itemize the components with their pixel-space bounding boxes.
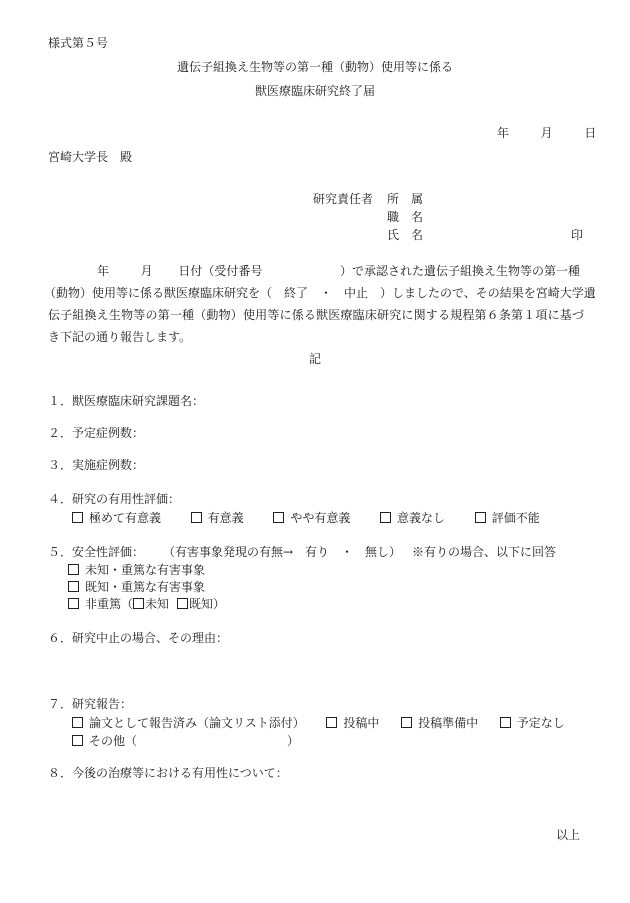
item-4-options bbox=[72, 511, 540, 525]
form-number: 様式第５号 bbox=[48, 36, 109, 50]
body-line-3: 伝子組換え生物等の第一種（動物）使用等に係る獣医療臨床研究に関する規程第６条第１項に基づ bbox=[48, 308, 584, 322]
affiliation-label: 所 属 bbox=[387, 192, 424, 206]
position-label: 職 名 bbox=[387, 210, 424, 224]
checkbox-icon[interactable] bbox=[68, 581, 79, 592]
checkbox-icon[interactable] bbox=[72, 735, 83, 746]
checkbox-icon[interactable] bbox=[401, 717, 412, 728]
checkbox-icon[interactable] bbox=[273, 512, 284, 523]
checkbox-icon[interactable] bbox=[191, 512, 202, 523]
option-known-serious[interactable]: 既知・重篤な有害事象 bbox=[68, 580, 205, 594]
option-preparing[interactable]: 投稿準備中 bbox=[401, 716, 478, 730]
checkbox-icon[interactable] bbox=[475, 512, 486, 523]
item-5-label: ５．安全性評価： bbox=[48, 545, 145, 559]
item-4-label: ４．研究の有用性評価： bbox=[48, 492, 181, 506]
seal-mark: 印 bbox=[571, 228, 584, 242]
body-year-label: 年 bbox=[97, 264, 110, 278]
body-receipt-label: 日付（受付番号 bbox=[178, 264, 263, 278]
body-line-2: （動物）使用等に係る獣医療臨床研究を（ 終了 ・ 中止 ）しましたので、その結果を宮崎大学遺 bbox=[44, 286, 596, 300]
note-heading: 記 bbox=[308, 352, 321, 366]
name-label: 氏 名 bbox=[387, 228, 424, 242]
item-8-label: ８．今後の治療等における有用性について： bbox=[48, 766, 288, 780]
option-other[interactable]: その他（ ） bbox=[72, 734, 299, 748]
option-not-significant[interactable]: 意義なし bbox=[380, 511, 445, 525]
option-unknown-serious[interactable]: 未知・重篤な有害事象 bbox=[68, 563, 205, 577]
adverse-event-presence: （有害事象発現の有無→ 有り ・ 無し） bbox=[163, 545, 402, 559]
document-title-line1: 遺伝子組換え生物等の第一種（動物）使用等に係る bbox=[176, 60, 453, 74]
body-line-1 bbox=[97, 264, 262, 278]
option-nonserious[interactable]: 非重篤（ 未知 既知） bbox=[68, 597, 225, 611]
researcher-heading: 研究責任者 bbox=[313, 192, 374, 206]
item-3-label: ３．実施症例数： bbox=[48, 458, 145, 472]
checkbox-icon[interactable] bbox=[500, 717, 511, 728]
checkbox-icon[interactable] bbox=[68, 598, 79, 609]
body-line-4: き下記の通り報告します。 bbox=[48, 330, 192, 344]
body-line-1-tail: ）で承認された遺伝子組換え生物等の第一種 bbox=[340, 264, 581, 278]
option-published[interactable]: 論文として報告済み（論文リスト添付） bbox=[72, 716, 305, 730]
item-7-options bbox=[72, 716, 565, 730]
option-somewhat-significant[interactable]: やや有意義 bbox=[273, 511, 350, 525]
item-2-label: ２．予定症例数： bbox=[48, 426, 145, 440]
date-month-label: 月 bbox=[540, 126, 553, 140]
date-year-label: 年 bbox=[497, 126, 510, 140]
checkbox-icon[interactable] bbox=[72, 717, 83, 728]
checkbox-icon[interactable] bbox=[177, 598, 188, 609]
addressee: 宮崎大学長 殿 bbox=[48, 150, 133, 164]
option-significant[interactable]: 有意義 bbox=[191, 511, 244, 525]
closing-mark: 以上 bbox=[556, 828, 581, 842]
adverse-event-note: ※有りの場合、以下に回答 bbox=[412, 545, 557, 559]
item-7-label: ７．研究報告： bbox=[48, 697, 133, 711]
option-not-planned[interactable]: 予定なし bbox=[500, 716, 565, 730]
option-submitted[interactable]: 投稿中 bbox=[326, 716, 379, 730]
date-line bbox=[497, 126, 596, 140]
body-month-label: 月 bbox=[140, 264, 153, 278]
checkbox-icon[interactable] bbox=[380, 512, 391, 523]
item-1-label: １．獣医療臨床研究課題名： bbox=[48, 394, 205, 408]
document-title-line2: 獣医療臨床研究終了届 bbox=[254, 84, 375, 98]
option-very-significant[interactable]: 極めて有意義 bbox=[72, 511, 161, 525]
checkbox-icon[interactable] bbox=[68, 564, 79, 575]
item-6-label: ６．研究中止の場合、その理由： bbox=[48, 631, 229, 645]
option-cannot-evaluate[interactable]: 評価不能 bbox=[475, 511, 540, 525]
checkbox-icon[interactable] bbox=[326, 717, 337, 728]
date-day-label: 日 bbox=[584, 126, 597, 140]
checkbox-icon[interactable] bbox=[133, 598, 144, 609]
checkbox-icon[interactable] bbox=[72, 512, 83, 523]
